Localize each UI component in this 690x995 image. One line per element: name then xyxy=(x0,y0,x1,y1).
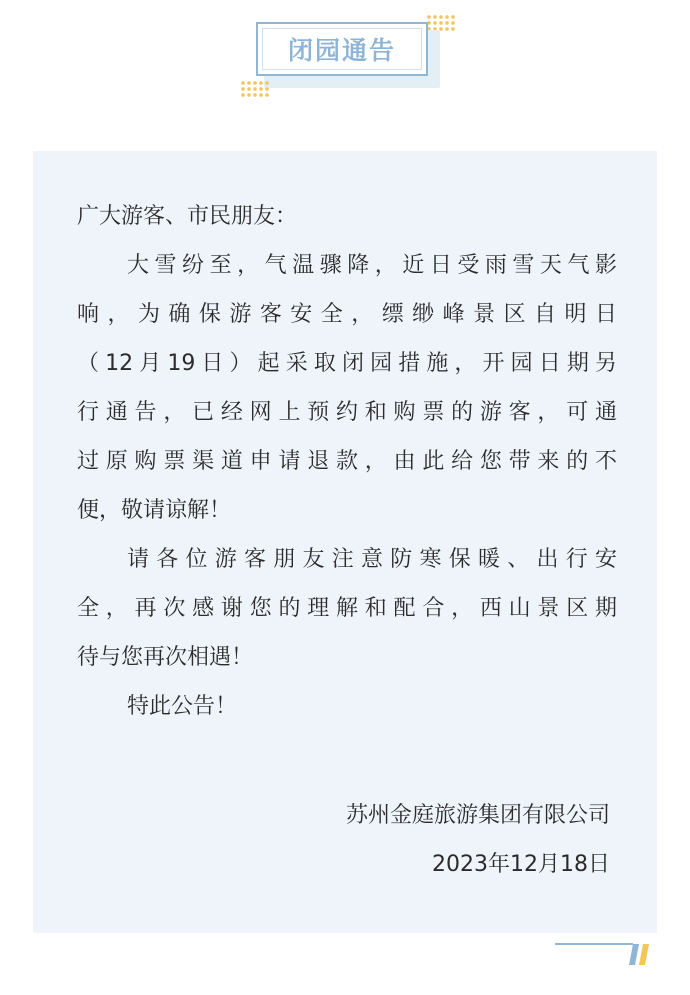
paragraph-line: 大雪纷至，气温骤降，近日受雨雪天气影 xyxy=(127,253,617,278)
paragraph-line: 待与您再次相遇！ xyxy=(77,645,254,670)
stripe-decoration-icon xyxy=(553,941,657,967)
paragraph-line: 特此公告！ xyxy=(127,694,238,719)
paragraph-line: （12月19日）起采取闭园措施，开园日期另 xyxy=(77,351,617,376)
paragraph-line: 响，为确保游客安全，缥缈峰景区自明日 xyxy=(77,302,617,327)
notice-body xyxy=(77,192,617,731)
dot-pattern-icon xyxy=(240,80,270,98)
page-title: 闭园通告 xyxy=(287,36,396,65)
title-box xyxy=(256,22,428,76)
paragraph-line: 过原购票渠道申请退款，由此给您带来的不 xyxy=(77,449,617,474)
salutation: 广大游客、市民朋友： xyxy=(77,204,298,229)
title-frame xyxy=(256,22,440,88)
paragraph-line: 请各位游客朋友注意防寒保暖、出行安 xyxy=(127,547,617,572)
paragraph-line: 行通告，已经网上预约和购票的游客，可通 xyxy=(77,400,617,425)
paragraph-line: 全，再次感谢您的理解和配合，西山景区期 xyxy=(77,596,617,621)
paragraph-line: 便，敬请谅解！ xyxy=(77,498,232,523)
signature-organization: 苏州金庭旅游集团有限公司 xyxy=(345,803,610,828)
signature-date: 2023年12月18日 xyxy=(432,852,610,877)
